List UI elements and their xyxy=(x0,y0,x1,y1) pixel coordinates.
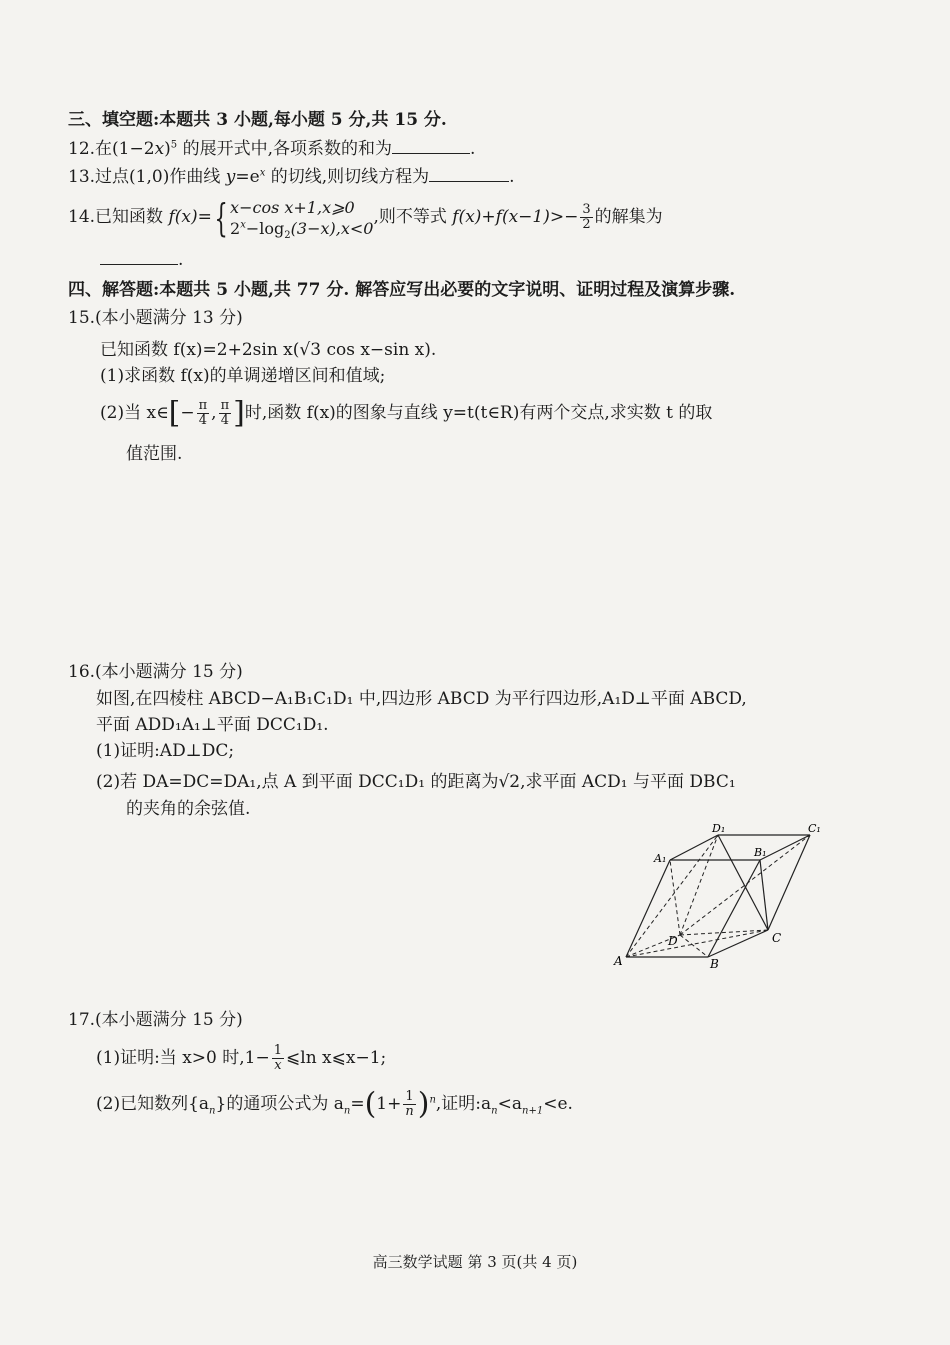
q14-text-mid: ,则不等式 xyxy=(373,207,453,227)
q15-stem: 已知函数 f(x)=2+2sin x(√3 cos x−sin x). xyxy=(100,340,437,360)
q17-p2-sub4: n+1 xyxy=(522,1105,544,1117)
prism-figure xyxy=(610,820,830,970)
q17-p1-frac-num: 1 xyxy=(273,1043,283,1058)
label-A: A xyxy=(614,954,623,968)
q17-header xyxy=(68,1008,243,1032)
q15-minus: − xyxy=(180,403,195,423)
q15-header xyxy=(68,306,243,330)
q17-p2-sub1: n xyxy=(209,1105,216,1117)
q14-cases xyxy=(230,197,373,239)
q15-part1: (1)求函数 f(x)的单调递增区间和值域; xyxy=(100,366,386,386)
q12-number: 12. xyxy=(68,139,96,159)
label-B: B xyxy=(710,957,719,970)
q17-p2-frac-num: 1 xyxy=(403,1090,415,1105)
q17-p1-frac-den: x xyxy=(274,1058,282,1073)
q16-part2-cont: 的夹角的余弦值. xyxy=(126,799,251,819)
q17-left-paren: ( xyxy=(364,1086,377,1122)
label-B1: B₁ xyxy=(754,846,767,859)
q13-end: . xyxy=(509,167,515,187)
q16-part1: (1)证明:AD⊥DC; xyxy=(96,741,235,761)
q15-number: 15. xyxy=(68,308,96,328)
q15-p2-pre: (2)当 x∈ xyxy=(100,403,169,423)
q14-case-2 xyxy=(230,218,373,239)
q14-answer-blank[interactable] xyxy=(100,248,178,265)
q14-text-post: 的解集为 xyxy=(594,207,663,227)
q17-p2-sub2: n xyxy=(343,1105,351,1117)
label-D: D xyxy=(668,934,678,948)
q13-answer-blank[interactable] xyxy=(429,165,509,182)
q15-four-1: 4 xyxy=(198,413,208,428)
q17-p2-d: ,证明:a xyxy=(435,1094,492,1114)
section4-title: 四、解答题:本题共 5 小题,共 77 分. 解答应写出必要的文字说明、证明过程及演算步骤. xyxy=(68,280,736,300)
q14-case2-base: 2 xyxy=(230,218,241,238)
q13-y: y xyxy=(225,167,236,187)
q15-frac-2 xyxy=(219,399,232,428)
q14-frac-num: 3 xyxy=(582,202,591,217)
q12-var: x xyxy=(154,139,165,159)
label-A1: A₁ xyxy=(654,852,667,865)
page-footer: 高三数学试题 第 3 页(共 4 页) xyxy=(372,1253,578,1271)
section3-title: 三、填空题:本题共 3 小题,每小题 5 分,共 15 分. xyxy=(68,110,447,130)
q13-number: 13. xyxy=(68,167,96,187)
q14-answer-line xyxy=(100,248,183,272)
q14-case2-exp: x xyxy=(240,219,246,231)
q17-number: 17. xyxy=(68,1010,96,1030)
q15-left-bracket: [ xyxy=(168,395,181,431)
q16-line1: 如图,在四棱柱 ABCD−A₁B₁C₁D₁ 中,四边形 ABCD 为平行四边形,A₁D⊥平面 ABCD, xyxy=(96,689,747,709)
q13-text: 过点(1,0)作曲线 xyxy=(95,167,226,187)
q14-brace: { xyxy=(214,195,228,240)
q17-p2-e: <a xyxy=(497,1094,523,1114)
q14-eq: = xyxy=(197,207,212,227)
q17-score: (本小题满分 15 分) xyxy=(95,1010,243,1030)
q15-pi-2: π xyxy=(220,398,230,413)
q17-p2-frac xyxy=(403,1090,415,1119)
q14-case-1: x−cos x+1,x⩾0 xyxy=(230,197,355,217)
q14-case2-sub: 2 xyxy=(284,229,291,241)
q15-four-2: 4 xyxy=(220,413,229,428)
q16-score: (本小题满分 15 分) xyxy=(95,662,243,682)
q12-exponent: 5 xyxy=(170,139,178,151)
q17-p2-eq: = xyxy=(350,1094,365,1114)
q12-end: . xyxy=(469,139,476,159)
q17-p1-frac xyxy=(272,1044,284,1073)
q16-line2: 平面 ADD₁A₁⊥平面 DCC₁D₁. xyxy=(96,715,329,735)
q13-exponent: x xyxy=(259,167,266,179)
q15-part2-cont: 值范围. xyxy=(126,444,183,464)
q14-text-pre: 已知函数 xyxy=(95,207,169,227)
q14-fraction xyxy=(580,203,592,232)
q14-number: 14. xyxy=(68,207,96,227)
q14-case2-arg: (3−x),x<0 xyxy=(290,218,374,238)
q15-p2-post: 时,函数 f(x)的图象与直线 y=t(t∈R)有两个交点,求实数 t 的取 xyxy=(244,403,713,423)
q15-frac-1 xyxy=(197,399,210,428)
q12-answer-blank[interactable] xyxy=(392,137,470,154)
q17-p2-b: }的通项公式为 a xyxy=(215,1094,344,1114)
label-C: C xyxy=(772,931,782,945)
q14-case2-log: −log xyxy=(245,218,285,238)
q15-right-bracket: ] xyxy=(233,395,245,431)
q12-close: ) xyxy=(164,139,171,159)
q17-power: n xyxy=(429,1094,436,1106)
label-D1: D₁ xyxy=(712,822,726,835)
q13-text-post: 的切线,则切线方程为 xyxy=(265,167,430,187)
q17-part1 xyxy=(96,1038,386,1078)
q17-p1-pre: (1)证明:当 x>0 时,1− xyxy=(96,1048,270,1068)
q17-p2-frac-den: n xyxy=(405,1104,414,1119)
q13-eq: =e xyxy=(235,167,260,187)
q15-pi-1: π xyxy=(198,398,208,413)
q14-inequality: f(x)+f(x−1)>− xyxy=(452,207,579,227)
q17-p2-f: <e. xyxy=(543,1094,573,1114)
q17-part2 xyxy=(96,1084,573,1124)
q17-p1-post: ⩽ln x⩽x−1; xyxy=(286,1048,387,1068)
q15-score: (本小题满分 13 分) xyxy=(95,308,243,328)
q12-text-post: 的展开式中,各项系数的和为 xyxy=(177,139,392,159)
q12-text-pre: 在(1−2 xyxy=(95,139,155,159)
q14-frac-den: 2 xyxy=(582,217,591,232)
q17-p2-sub3: n xyxy=(491,1105,498,1117)
q17-p2-a: (2)已知数列{a xyxy=(96,1094,210,1114)
q14-fx: f(x) xyxy=(168,207,198,227)
q14-end: . xyxy=(178,250,184,270)
question-12 xyxy=(68,137,475,161)
q15-comma: , xyxy=(211,403,217,423)
label-C1: C₁ xyxy=(808,822,821,835)
q16-header xyxy=(68,660,243,684)
q16-part2: (2)若 DA=DC=DA₁,点 A 到平面 DCC₁D₁ 的距离为√2,求平面 ACD₁ 与平面 DBC₁ xyxy=(96,772,736,792)
question-14 xyxy=(68,194,663,240)
q17-right-paren: ) xyxy=(417,1086,430,1122)
question-13 xyxy=(68,165,515,189)
q15-part2 xyxy=(100,393,712,433)
q17-one-plus: 1+ xyxy=(376,1094,402,1114)
q16-number: 16. xyxy=(68,662,96,682)
